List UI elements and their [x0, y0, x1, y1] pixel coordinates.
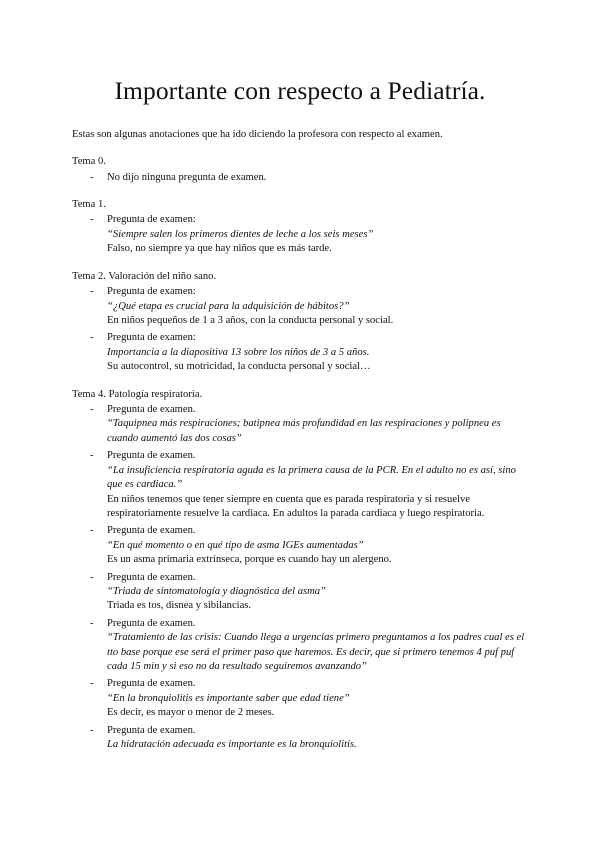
list-item — [72, 617, 528, 675]
question-list — [72, 213, 528, 256]
section-tema — [72, 198, 528, 257]
item-label: Pregunta de examen. — [107, 724, 196, 736]
item-label: Pregunta de examen. — [107, 571, 196, 583]
exam-question: “En la bronquiolitis es importante saber que edad tiene” — [107, 692, 350, 704]
section-title: Tema 4. Patología respiratoria. — [72, 388, 203, 400]
bullet-dash: - — [90, 450, 94, 462]
bullet-dash: - — [90, 171, 94, 183]
exam-question: “Siempre salen los primeros dientes de leche a los seis meses” — [107, 228, 374, 240]
exam-question: “¿Qué etapa es crucial para la adquisición de hábitos?” — [107, 300, 350, 312]
list-item — [72, 449, 528, 521]
list-item — [72, 403, 528, 446]
exam-question: “Tratamiento de las crisis: Cuando llega a urgencias primero preguntamos a los padres cual es el tto base porque ese será el primer paso que haremos. Es decir, que si primero tenemos 4 puf puf cada 15 min y si eso no da resultado seguiremos avanzando” — [107, 632, 525, 672]
question-list — [72, 171, 528, 185]
item-label: Pregunta de examen. — [107, 678, 196, 690]
exam-question: “En qué momento o en qué tipo de asma IGEs aumentadas” — [107, 539, 364, 551]
exam-question: La hidratación adecuada es importante es la bronquiolitis. — [107, 739, 357, 750]
item-label: Pregunta de examen. — [107, 450, 196, 462]
section-title: Tema 0. — [72, 156, 106, 167]
bullet-dash: - — [90, 525, 94, 537]
item-label: Pregunta de examen: — [107, 286, 196, 298]
item-label: Pregunta de examen: — [107, 214, 196, 226]
exam-answer: En niños tenemos que tener siempre en cuenta que es parada respiratoria y si resuelve respiratoriamente resuelve la cardiaca. En adultos la parada cardiaca y luego respiratoria. — [107, 493, 485, 519]
exam-answer: Triada es tos, disnea y sibilancias. — [107, 600, 252, 612]
item-label: Pregunta de examen. — [107, 404, 196, 416]
sections-container — [72, 155, 528, 752]
bullet-dash: - — [90, 286, 94, 298]
item-label: Pregunta de examen. — [107, 525, 196, 537]
exam-question: Importancia a la diapositiva 13 sobre los niños de 3 a 5 años. — [107, 346, 370, 358]
bullet-dash: - — [90, 332, 94, 344]
page-title: Importante con respecto a Pediatría. — [114, 76, 486, 105]
bullet-dash: - — [90, 678, 94, 690]
section-tema — [72, 388, 528, 753]
bullet-dash: - — [90, 404, 94, 416]
question-list — [72, 285, 528, 374]
item-label: Pregunta de examen: — [107, 332, 196, 344]
bullet-dash: - — [90, 724, 94, 736]
section-title: Tema 2. Valoración del niño sano. — [72, 270, 217, 282]
intro-paragraph: Estas son algunas anotaciones que ha ido diciendo la profesora con respecto al examen. — [72, 129, 443, 140]
exam-question: “Taquipnea más respiraciones; batipnea más profundidad en las respiraciones y polipnea es cuando aumentó las dos cosas” — [107, 418, 501, 444]
section-title: Tema 1. — [72, 198, 106, 210]
list-item — [72, 571, 528, 614]
list-item — [72, 285, 528, 328]
list-item — [72, 331, 528, 374]
bullet-dash: - — [90, 214, 94, 226]
exam-question: “La insuficiencia respiratoria aguda es la primera causa de la PCR. En el adulto no es así, sino que es cardiaca.” — [107, 464, 516, 491]
exam-answer: En niños pequeños de 1 a 3 años, con la conducta personal y social. — [107, 314, 394, 326]
section-tema — [72, 270, 528, 375]
bullet-dash: - — [90, 617, 94, 629]
exam-answer: Su autocontrol, su motricidad, la conducta personal y social… — [107, 361, 371, 373]
list-item — [72, 677, 528, 720]
question-list — [72, 403, 528, 752]
bullet-dash: - — [90, 571, 94, 583]
exam-answer: Es un asma primaria extrínseca, porque es cuando hay un alergeno. — [107, 554, 392, 566]
item-label: No dijo ninguna pregunta de examen. — [107, 171, 267, 183]
exam-question: “Triada de sintomatología y diagnóstica del asma” — [107, 585, 326, 597]
list-item — [72, 171, 528, 185]
item-label: Pregunta de examen. — [107, 617, 196, 629]
list-item — [72, 213, 528, 256]
exam-answer: Es decir, es mayor o menor de 2 meses. — [107, 707, 275, 719]
list-item — [72, 524, 528, 567]
list-item — [72, 724, 528, 753]
section-tema — [72, 155, 528, 185]
exam-answer: Falso, no siempre ya que hay niños que es más tarde. — [107, 243, 332, 255]
